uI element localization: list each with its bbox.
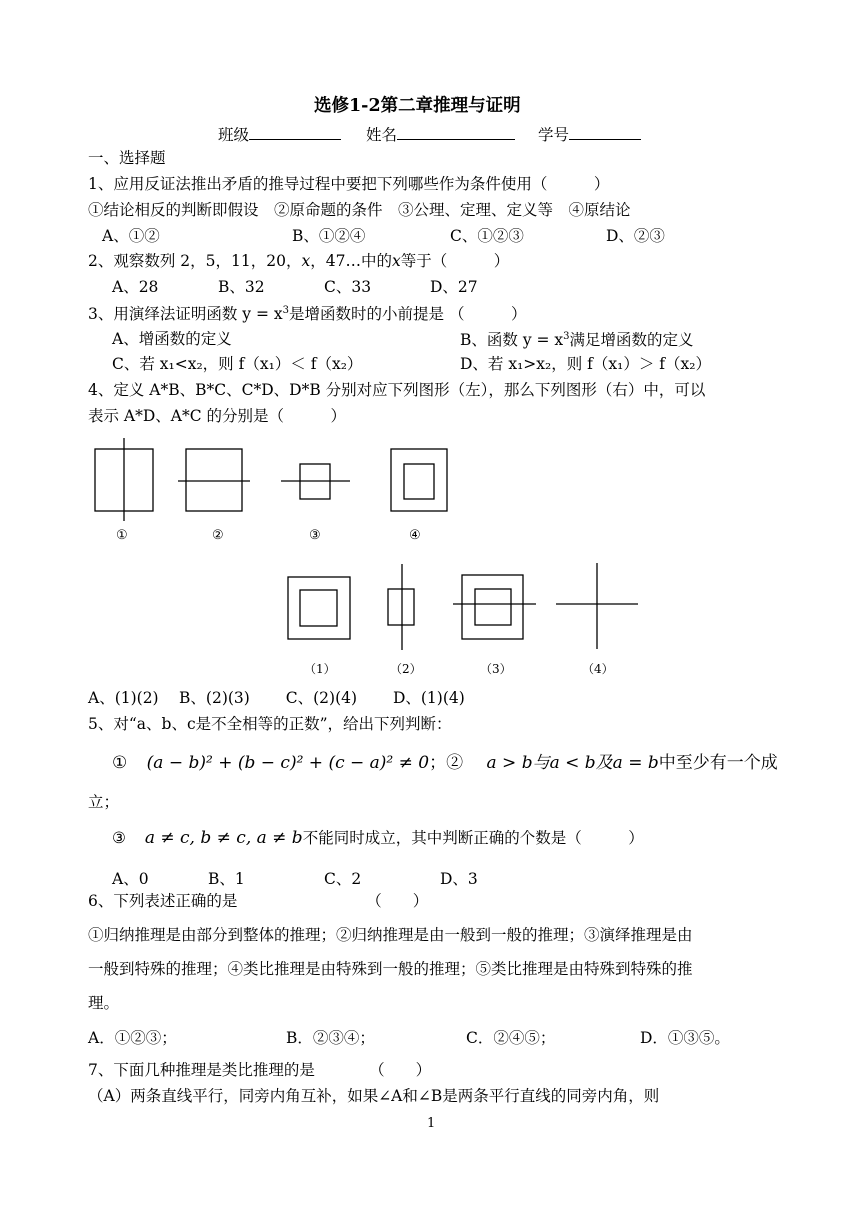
q5-item3 — [112, 829, 644, 849]
q3-stem-b: 是增函数时的小前提是 （ ） — [289, 305, 527, 324]
q5-item3-num: ③ — [112, 829, 126, 847]
q2-x2: x — [391, 252, 401, 270]
fig-bottom-label-3: （3） — [480, 662, 512, 676]
section-heading: 一、选择题 — [88, 149, 166, 167]
page-number: 1 — [427, 1116, 436, 1131]
q4-options: A、(1)(2) B、(2)(3) C、(2)(4) D、(1)(4) — [88, 689, 465, 707]
q6-option-b: B．②③④； — [286, 1029, 375, 1047]
q5-item2-tail: 中至少有一个成 — [658, 753, 778, 773]
q3-option-c: C、若 x₁<x₂，则 f（x₁）＜ f（x₂） — [112, 355, 363, 373]
q3-option-a: A、增函数的定义 — [112, 330, 232, 348]
q3-option-b-a: B、函数 y = x — [460, 331, 564, 350]
q5-item2-expr: a > b与a < b及a = b — [486, 753, 659, 773]
q2-x1: x — [301, 252, 311, 270]
q1-items: ①结论相反的判断即假设 ②原命题的条件 ③公理、定理、定义等 ④原结论 — [88, 201, 631, 219]
fig-bottom-2 — [388, 564, 414, 650]
fig-bottom-1 — [288, 577, 350, 639]
q1-option-b: B、①②④ — [292, 227, 366, 245]
q6-option-a: A．①②③； — [88, 1029, 177, 1047]
q6-line3: 理。 — [88, 994, 120, 1012]
q6-option-c: C．②④⑤； — [466, 1029, 556, 1047]
q2-option-c: C、33 — [324, 278, 372, 296]
fig-bottom-label-1: （1） — [304, 662, 336, 676]
fig-top-label-2: ② — [212, 528, 224, 543]
q1-stem: 1、应用反证法推出矛盾的推导过程中要把下列哪些作为条件使用（ ） — [88, 175, 610, 193]
fig-bottom-4 — [556, 563, 638, 649]
q3-option-b-sup: 3 — [563, 331, 570, 342]
q1-option-c: C、①②③ — [450, 227, 524, 245]
q5-item1-sep: ；② — [429, 753, 464, 773]
fig-top-4 — [391, 449, 447, 511]
q2-stem-a: 2、观察数列 2，5，11，20， — [88, 252, 302, 270]
q5-option-d: D、3 — [440, 870, 478, 888]
q5-item2-cont: 立； — [88, 793, 120, 811]
fig-bottom-label-4: （4） — [582, 662, 614, 676]
q5-option-a: A、0 — [112, 870, 149, 888]
q6-option-d: D．①③⑤。 — [640, 1029, 730, 1047]
page-title: 选修1-2第二章推理与证明 — [314, 96, 521, 116]
q5-item3-tail: 不能同时成立，其中判断正确的个数是（ ） — [302, 829, 644, 847]
q2-option-a: A、28 — [112, 278, 159, 296]
fig-top-2 — [178, 449, 250, 511]
fig-top-1 — [95, 438, 153, 521]
q5-option-b: B、1 — [208, 870, 245, 888]
q5-item1-num: ① — [112, 753, 128, 773]
q5-item1-expr: (a − b)² + (b − c)² + (c − a)² ≠ 0 — [146, 753, 430, 773]
q3-option-d: D、若 x₁>x₂，则 f（x₁）＞ f（x₂） — [460, 355, 711, 373]
fig-bottom-3 — [453, 575, 536, 639]
q3-stem-a: 3、用演绎法证明函数 y = x — [88, 305, 283, 324]
q4-line1: 4、定义 A*B、B*C、C*D、D*B 分别对应下列图形（左），那么下列图形（右）中，可以 — [88, 381, 706, 399]
fig-bottom-label-2: （2） — [390, 662, 422, 676]
q5-item3-expr: a ≠ c, b ≠ c, a ≠ b — [144, 828, 303, 848]
q2-stem-c: 等于（ ） — [400, 252, 510, 270]
fig-top-label-4: ④ — [409, 528, 421, 543]
q1-option-d: D、②③ — [606, 227, 665, 245]
q2-stem-b: ，47…中的 — [310, 252, 392, 270]
q3-sup: 3 — [282, 305, 290, 316]
id-label: 学号 — [538, 126, 570, 144]
q6-stem: 6、下列表述正确的是 （ ） — [88, 892, 429, 910]
q5-item1 — [112, 754, 778, 774]
q1-option-a: A、①② — [102, 227, 160, 245]
q4-line2: 表示 A*D、A*C 的分别是（ ） — [88, 407, 347, 425]
class-label: 班级 — [218, 126, 250, 144]
q5-stem: 5、对“a、b、c是不全相等的正数”，给出下列判断： — [88, 715, 452, 733]
q2-option-b: B、32 — [218, 278, 265, 296]
fig-top-label-3: ③ — [309, 528, 321, 543]
q7-stem: 7、下面几种推理是类比推理的是 （ ） — [88, 1061, 432, 1079]
fig-top-label-1: ① — [116, 528, 128, 543]
q2-option-d: D、27 — [430, 278, 478, 296]
q6-line2: 一般到特殊的推理；④类比推理是由特殊到一般的推理；⑤类比推理是由特殊到特殊的推 — [88, 960, 693, 978]
q6-line1: ①归纳推理是由部分到整体的推理；②归纳推理是由一般到一般的推理；③演绎推理是由 — [88, 926, 693, 944]
fig-top-3 — [281, 464, 350, 499]
q3-option-b-b: 满足增函数的定义 — [569, 331, 694, 350]
q5-option-c: C、2 — [324, 870, 362, 888]
name-label: 姓名 — [366, 126, 398, 144]
q7-option-a-line: （A）两条直线平行，同旁内角互补，如果∠A和∠B是两条平行直线的同旁内角，则 — [88, 1087, 660, 1105]
